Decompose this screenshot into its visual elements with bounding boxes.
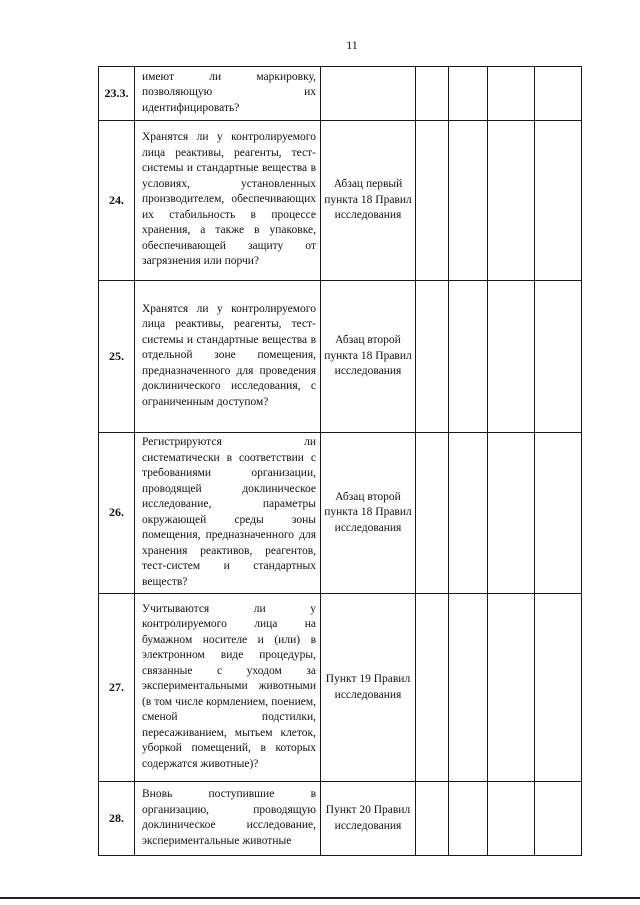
row-number: 25. xyxy=(99,281,135,433)
answer-cell xyxy=(535,121,582,281)
answer-cell xyxy=(449,433,488,594)
answer-cell xyxy=(535,281,582,433)
answer-cell xyxy=(449,67,488,121)
answer-cell xyxy=(488,782,535,856)
answer-cell xyxy=(449,594,488,782)
page-number: 11 xyxy=(346,38,358,52)
question-text: Хранятся ли у контролируемого лица реактивы, реагенты, тест-системы и стандартные вещества в отдельной зоне помещения, предназначенного для проведения доклинического исследования, с ограниченным доступом? xyxy=(135,281,321,433)
answer-cell xyxy=(488,121,535,281)
row-number: 27. xyxy=(99,594,135,782)
scan-edge-line xyxy=(0,897,640,899)
answer-cell xyxy=(535,782,582,856)
table-row xyxy=(99,433,582,594)
question-text: Регистрируются ли систематически в соответствии с требованиями организации, проводящей доклиническое исследование, параметры окружающей среды зоны помещения, предназначенного для хранения реактивов, реагентов, тест-систем и стандартных веществ? xyxy=(135,433,321,594)
table-row xyxy=(99,594,582,782)
table-row xyxy=(99,67,582,121)
answer-cell xyxy=(535,433,582,594)
requirement-reference: Абзац второй пункта 18 Правил исследования xyxy=(321,433,416,594)
answer-cell xyxy=(488,594,535,782)
answer-cell xyxy=(416,782,449,856)
row-number: 23.3. xyxy=(99,67,135,121)
answer-cell xyxy=(416,594,449,782)
answer-cell xyxy=(488,281,535,433)
answer-cell xyxy=(488,67,535,121)
question-text: Вновь поступившие в организацию, проводящую доклиническое исследование, экспериментальные животные xyxy=(135,782,321,856)
checklist-table xyxy=(98,66,582,856)
answer-cell xyxy=(488,433,535,594)
answer-cell xyxy=(416,281,449,433)
row-number: 26. xyxy=(99,433,135,594)
table-row xyxy=(99,281,582,433)
answer-cell xyxy=(535,594,582,782)
question-text: имеют ли маркировку, позволяющую их идентифицировать? xyxy=(135,67,321,121)
question-text: Учитываются ли у контролируемого лица на бумажном носителе и (или) в электронном виде процедуры, связанные с уходом за экспериментальными животными (в том числе кормлением, поением, сменой подстилки, пересаживанием, мытьем клеток, уборкой помещений, в которых содержатся животные)? xyxy=(135,594,321,782)
table-row xyxy=(99,121,582,281)
answer-cell xyxy=(449,121,488,281)
answer-cell xyxy=(449,281,488,433)
requirement-reference: Пункт 20 Правил исследования xyxy=(321,782,416,856)
answer-cell xyxy=(416,67,449,121)
answer-cell xyxy=(449,782,488,856)
answer-cell xyxy=(416,121,449,281)
row-number: 24. xyxy=(99,121,135,281)
answer-cell xyxy=(535,67,582,121)
requirement-reference: Абзац первый пункта 18 Правил исследования xyxy=(321,121,416,281)
table-row xyxy=(99,782,582,856)
requirement-reference: Абзац второй пункта 18 Правил исследования xyxy=(321,281,416,433)
answer-cell xyxy=(416,433,449,594)
row-number: 28. xyxy=(99,782,135,856)
question-text: Хранятся ли у контролируемого лица реактивы, реагенты, тест-системы и стандартные вещества в условиях, установленных производителем, обеспечивающих их стабильность в процессе хранения, а также в упаковке, обеспечивающей защиту от загрязнения или порчи? xyxy=(135,121,321,281)
requirement-reference xyxy=(321,67,416,121)
requirement-reference: Пункт 19 Правил исследования xyxy=(321,594,416,782)
